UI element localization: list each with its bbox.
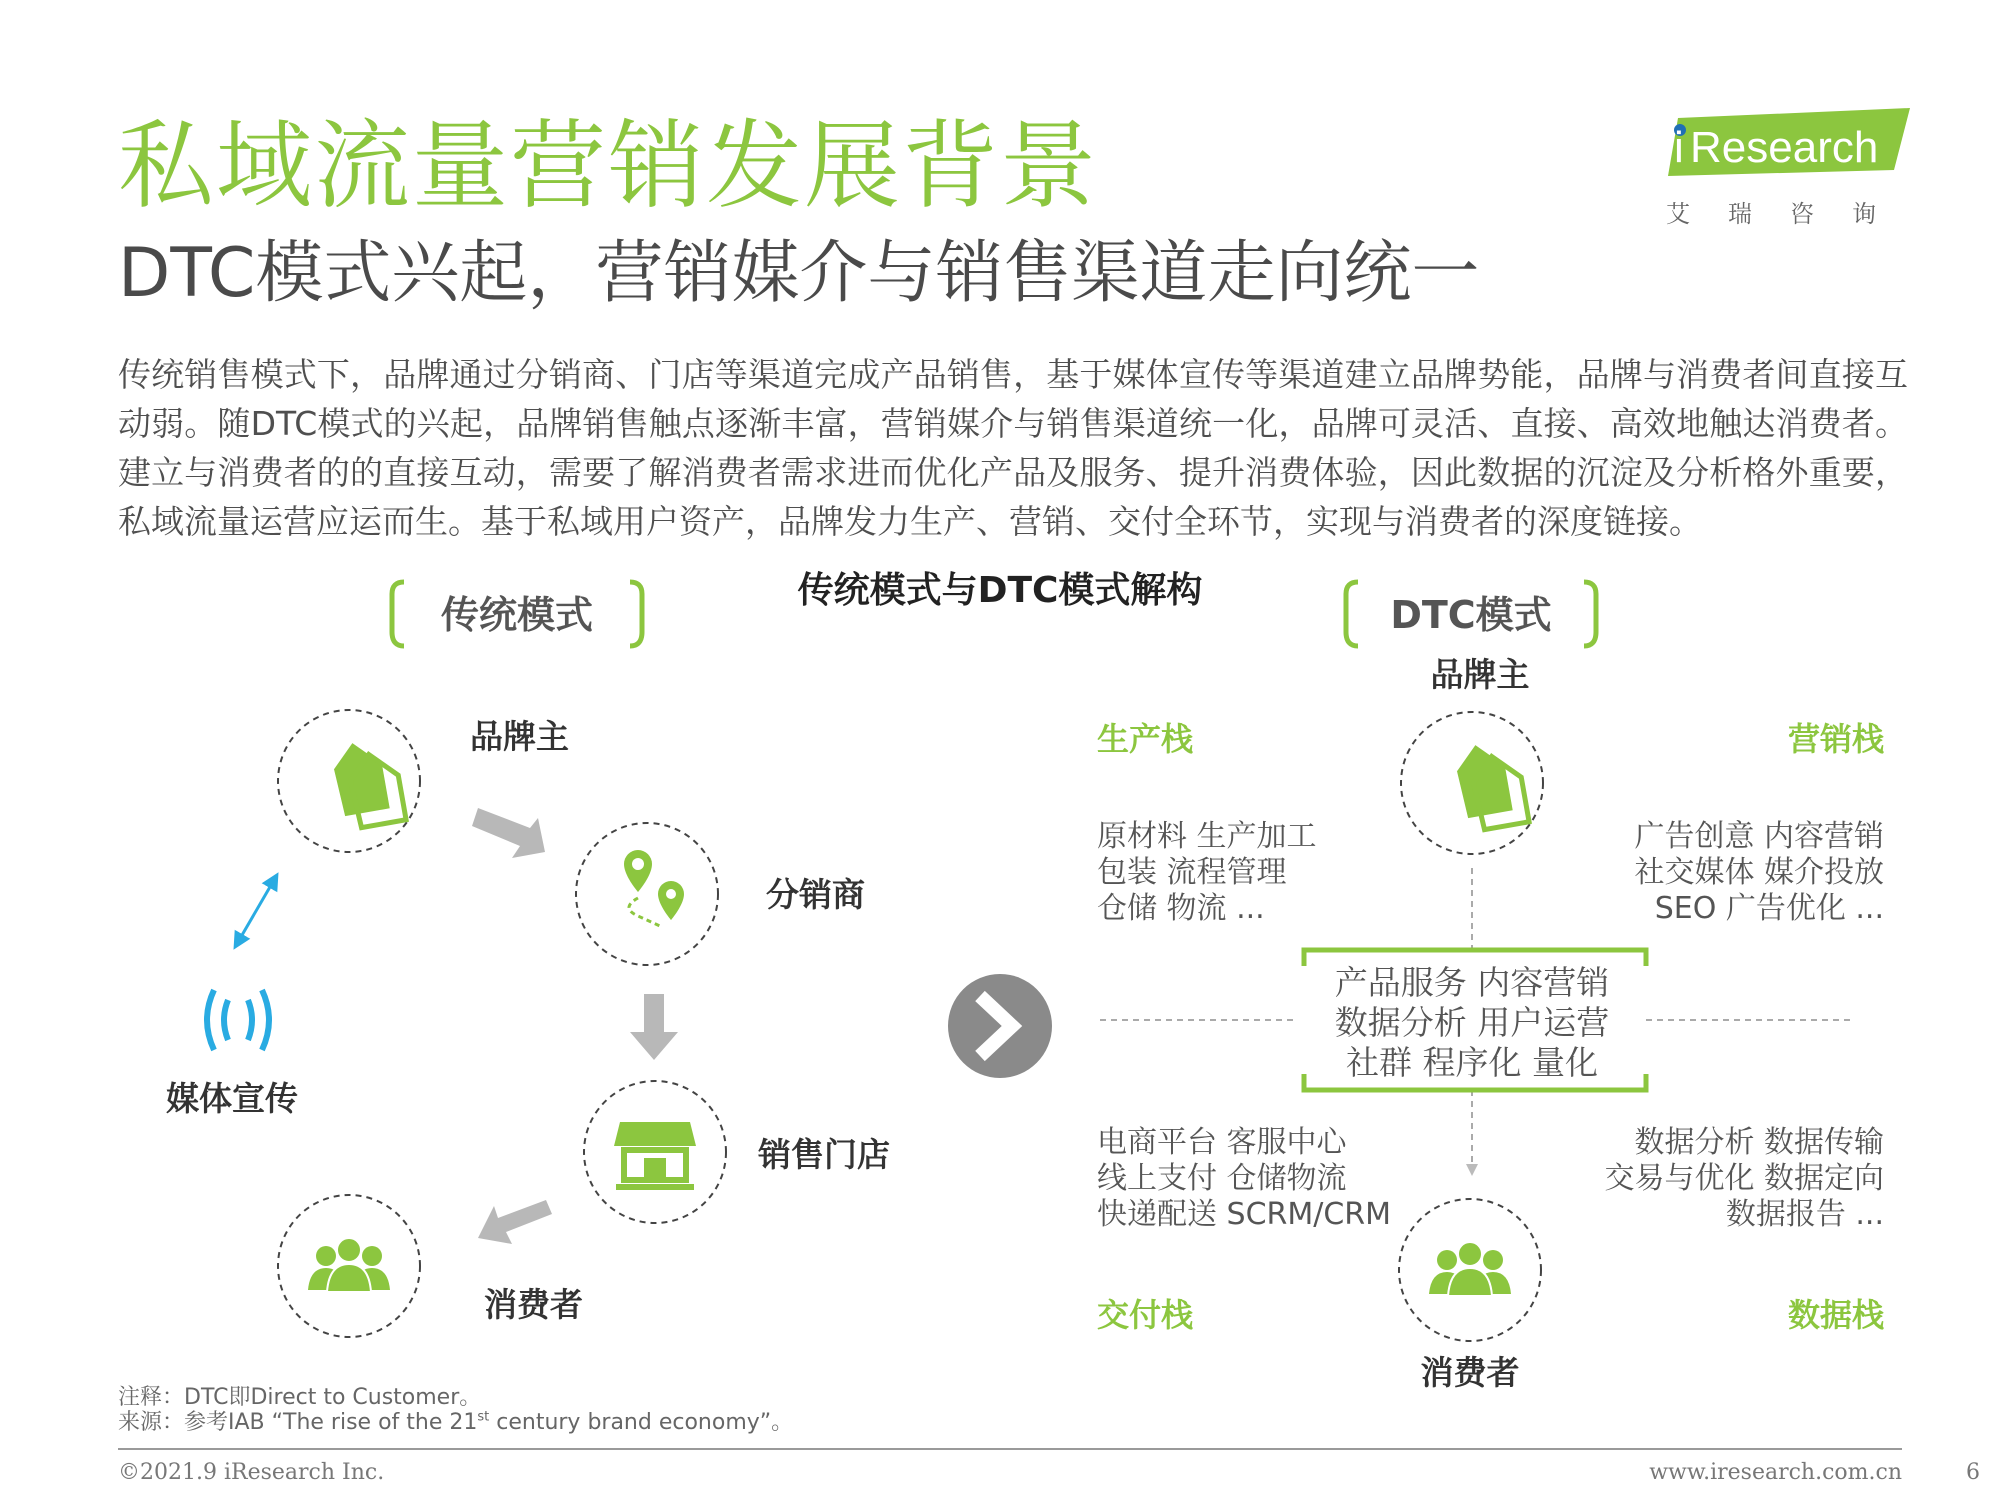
traditional-brand-label: 品牌主 — [470, 717, 569, 756]
dtc-center-box — [1304, 950, 1646, 1090]
source-suffix: century brand economy”。 — [489, 1410, 794, 1435]
arrow-distributor-to-store — [630, 994, 678, 1060]
page-number: 6 — [1966, 1460, 1980, 1485]
data-stack-title: 数据栈 — [1787, 1296, 1884, 1334]
distributor-label: 分销商 — [766, 875, 865, 914]
production-stack-title: 生产栈 — [1097, 720, 1194, 758]
data-line-3: 数据报告 ... — [1725, 1197, 1884, 1232]
traditional-consumer-label: 消费者 — [484, 1285, 583, 1324]
delivery-stack-title: 交付栈 — [1097, 1296, 1194, 1334]
marketing-stack-title: 营销栈 — [1787, 720, 1884, 758]
source-superscript: st — [477, 1409, 490, 1425]
map-pin-icon — [624, 850, 684, 926]
svg-text:Research: Research — [1690, 123, 1879, 172]
marketing-line-2: 社交媒体 媒介投放 — [1634, 855, 1884, 890]
footer-source — [118, 1405, 793, 1436]
source-prefix: 来源：参考IAB “The rise of the 21 — [118, 1410, 478, 1435]
media-brand-link — [238, 880, 274, 942]
price-tag-icon — [316, 743, 425, 846]
page-subtitle: DTC模式兴起，营销媒介与销售渠道走向统一 — [118, 234, 1480, 313]
traditional-heading — [392, 582, 642, 646]
intro-paragraph: 传统销售模式下，品牌通过分销商、门店等渠道完成产品销售，基于媒体宣传等渠道建立品牌势能，品牌与消费者间直接互动弱。随DTC模式的兴起，品牌销售触点逐渐丰富，营销媒介与销售渠道统一化，品牌可灵活、直接、高效地触达消费者。建立与消费者的的直接互动，需要了解消费者需求进而优化产品及服务、提升消费体验，因此数据的沉淀及分析格外重要，私域流量运营应运而生。基于私域用户资产，品牌发力生产、营销、交付全环节，实现与消费者的深度链接。 — [118, 355, 1908, 541]
production-line-1: 原材料 生产加工 — [1097, 819, 1317, 854]
traditional-heading-label: 传统模式 — [440, 593, 594, 637]
center-line-3: 社群 程序化 量化 — [1346, 1043, 1598, 1082]
delivery-line-1: 电商平台 客服中心 — [1097, 1125, 1347, 1160]
marketing-line-3: SEO 广告优化 ... — [1654, 891, 1884, 926]
copyright: ©2021.9 iResearch Inc. — [118, 1460, 385, 1485]
marketing-line-1: 广告创意 内容营销 — [1634, 819, 1884, 854]
media-label: 媒体宣传 — [166, 1079, 298, 1118]
users-group-icon — [1429, 1242, 1511, 1296]
dtc-brand-label: 品牌主 — [1430, 655, 1530, 694]
arrow-brand-to-distributor — [472, 808, 545, 858]
center-line-1: 产品服务 内容营销 — [1334, 963, 1610, 1002]
users-group-icon — [308, 1238, 390, 1292]
website-link[interactable]: www.iresearch.com.cn — [1649, 1460, 1902, 1485]
logo-chinese-text: 艾瑞咨询 — [1666, 200, 1914, 228]
price-tag-icon — [1439, 745, 1548, 848]
diagram-title: 传统模式与DTC模式解构 — [797, 570, 1203, 611]
page-title: 私域流量营销发展背景 — [118, 110, 1098, 222]
center-line-2: 数据分析 用户运营 — [1334, 1003, 1610, 1042]
distributor-node-circle — [576, 823, 718, 965]
footer-divider — [118, 1448, 1902, 1450]
chevron-right-icon — [948, 974, 1052, 1078]
dtc-heading — [1346, 582, 1596, 646]
storefront-icon — [614, 1122, 696, 1190]
production-line-3: 仓储 物流 ... — [1097, 891, 1265, 926]
production-line-2: 包装 流程管理 — [1097, 855, 1287, 890]
dtc-heading-label: DTC模式 — [1390, 593, 1552, 637]
svg-text:i: i — [1674, 123, 1684, 172]
data-line-1: 数据分析 数据传输 — [1634, 1125, 1884, 1160]
footer-note: 注释：DTC即Direct to Customer。 — [118, 1385, 482, 1410]
store-label: 销售门店 — [758, 1135, 890, 1174]
data-line-2: 交易与优化 数据定向 — [1604, 1161, 1884, 1196]
delivery-line-2: 线上支付 仓储物流 — [1097, 1161, 1347, 1196]
broadcast-signal-icon — [207, 990, 269, 1050]
delivery-line-3: 快递配送 SCRM/CRM — [1097, 1197, 1392, 1232]
dtc-consumer-label: 消费者 — [1420, 1353, 1520, 1392]
arrow-store-to-consumer — [478, 1200, 552, 1244]
